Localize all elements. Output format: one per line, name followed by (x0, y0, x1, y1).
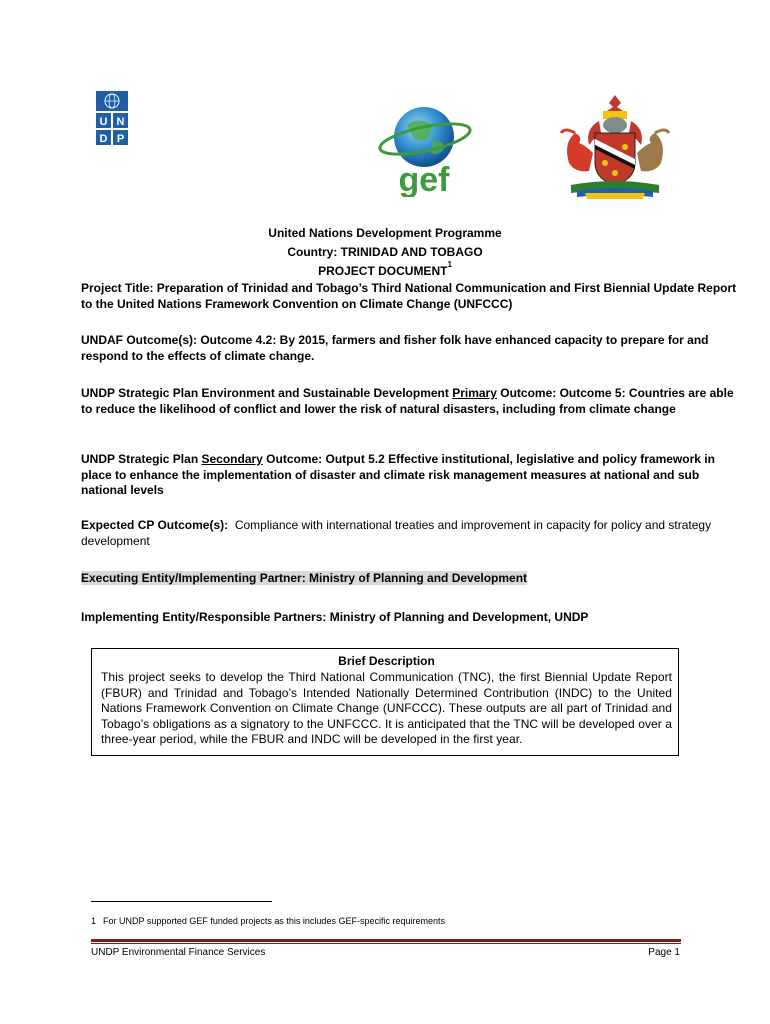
gef-logo (377, 105, 473, 197)
document-header (0, 224, 770, 281)
primary-outcome (81, 386, 741, 417)
undp-letter-d: D (99, 133, 108, 145)
undaf-outcome: UNDAF Outcome(s): Outcome 4.2: By 2015, farmers and fisher folk have enhanced capacity to prepare for and respond to the effects of climate change. (81, 333, 709, 363)
document-type-label: PROJECT DOCUMENT (318, 264, 448, 278)
primary-outcome-suffix: Outcome: Outcome 5: Countries are able to reduce the likelihood of conflict and lower the risk of natural disasters, including from climate change (81, 386, 734, 416)
secondary-outcome-suffix: Outcome: Output 5.2 Effective institutional, legislative and policy framework in place to enhance the implementation of disaster and climate risk management measures at national and sub national levels (81, 452, 715, 497)
footnote (91, 915, 445, 927)
project-title: Project Title: Preparation of Trinidad and Tobago’s Third National Communication and First Biennial Update Report to the United Nations Framework Convention on Climate Change (UNFCCC) (81, 281, 737, 311)
executing-entity-text: Executing Entity/Implementing Partner: Ministry of Planning and Development (81, 571, 528, 585)
expected-cp-outcome (81, 518, 741, 549)
undp-letter-u: U (99, 116, 108, 128)
country-line: Country: TRINIDAD AND TOBAGO (287, 245, 483, 259)
undp-letter-n: N (116, 116, 125, 128)
footer-rule-thin (91, 943, 681, 944)
page-number: Page 1 (648, 947, 680, 958)
footer-rule-thick (91, 939, 681, 942)
footnote-text: For UNDP supported GEF funded projects as this includes GEF-specific requirements (103, 916, 445, 926)
brief-description-text: This project seeks to develop the Third National Communication (TNC), the first Biennial Update Report (FBUR) and Trinidad and Tobago’s Intended Nationally Determined Contribution (INDC) to the United Nations Framework Convention on Climate Change (UNFCCC). These outputs are all part of Trinidad and Tobago’s obligations as a signatory to the UNFCCC. It is anticipated that the TNC will be developed over a three-year period, while the FBUR and INDC will be developed in the first year. (101, 670, 672, 746)
footnote-separator (91, 901, 272, 902)
secondary-outcome-prefix: UNDP Strategic Plan (81, 452, 202, 466)
expected-cp-value: Compliance with international treaties and improvement in capacity for policy and strategy development (81, 518, 715, 548)
secondary-outcome (81, 452, 741, 499)
primary-emphasis: Primary (452, 386, 497, 400)
primary-outcome-prefix: UNDP Strategic Plan Environment and Sustainable Development (81, 386, 453, 400)
gef-wordmark: gef (398, 161, 450, 197)
footer-organization: UNDP Environmental Finance Services (91, 947, 266, 958)
undp-letter-p: P (116, 133, 125, 145)
expected-cp-label: Expected CP Outcome(s): (81, 518, 229, 532)
organization-name: United Nations Development Programme (268, 226, 502, 240)
brief-description-title: Brief Description (338, 654, 435, 668)
brief-description-box (91, 648, 679, 756)
secondary-emphasis: Secondary (201, 452, 263, 466)
document-type (0, 262, 770, 281)
undp-logo (96, 91, 128, 145)
executing-entity (81, 571, 527, 586)
footnote-ref[interactable]: 1 (447, 260, 452, 269)
implementing-entity: Implementing Entity/Responsible Partners: Ministry of Planning and Development, UNDP (81, 610, 589, 624)
coat-of-arms-image (555, 93, 675, 200)
footnote-number: 1 (91, 916, 97, 926)
